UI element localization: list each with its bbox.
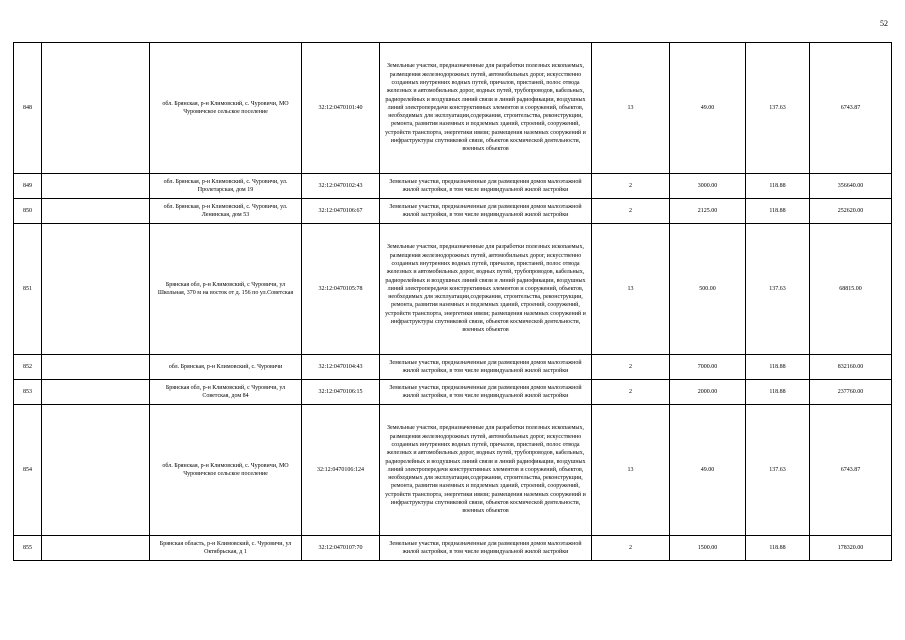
- land-use-cell: Земельные участки, предназначенные для размещения домов малоэтажной жилой застройки, в том числе индивидуальной жилой застройки: [380, 536, 592, 561]
- use-group-cell: 13: [592, 43, 670, 174]
- blank-cell: [42, 224, 150, 355]
- rate-cell: 118.88: [746, 355, 810, 380]
- address-cell: Брянская область, р-н Климовский, с. Чуровичи, ул Октябрьская, д 1: [150, 536, 302, 561]
- cadastral-number-cell: 32:12:0470106:124: [302, 405, 380, 536]
- cadastral-number-cell: 32:12:0470107:70: [302, 536, 380, 561]
- rate-cell: 118.88: [746, 174, 810, 199]
- rate-cell: 118.88: [746, 536, 810, 561]
- table-row: [14, 536, 892, 561]
- use-group-cell: 13: [592, 405, 670, 536]
- area-cell: 2125.00: [670, 199, 746, 224]
- land-use-cell: Земельные участки, предназначенные для разработки полезных ископаемых, размещения железнодорожных путей, автомобильных дорог, искусственно созданных внутренних водных путей, причалов, пристаней, полос отвода железных и автомобильных дорог, водных путей, трубопроводов, кабельных, радиорелейных и воздушных линий связи и линий радиофикации, воздушных линий электропередачи конструктивных элементов и сооружений, объектов, необходимых для эксплуатации,содержания, строительства, реконструкции, ремонта, развития наземных и подземных зданий, строений, сооружений, устройств транспорта, энергетики ивязи; размещения наземных сооружений и инфраструктуры спутниковой связи, объектов космической деятельности, военных объектов: [380, 224, 592, 355]
- cadastral-value-cell: 252620.00: [810, 199, 892, 224]
- table-row: [14, 405, 892, 536]
- rate-cell: 137.63: [746, 224, 810, 355]
- area-cell: 2000.00: [670, 380, 746, 405]
- rate-cell: 137.63: [746, 43, 810, 174]
- blank-cell: [42, 536, 150, 561]
- use-group-cell: 13: [592, 224, 670, 355]
- area-cell: 3000.00: [670, 174, 746, 199]
- land-use-cell: Земельные участки, предназначенные для размещения домов малоэтажной жилой застройки, в том числе индивидуальной жилой застройки: [380, 174, 592, 199]
- cadastral-value-cell: 178320.00: [810, 536, 892, 561]
- land-use-cell: Земельные участки, предназначенные для размещения домов малоэтажной жилой застройки, в том числе индивидуальной жилой застройки: [380, 355, 592, 380]
- address-cell: обл. Брянская, р-н Климовский, с. Чуровичи, МО Чуровичское сельское поселение: [150, 405, 302, 536]
- use-group-cell: 2: [592, 174, 670, 199]
- cadastral-number-cell: 32:12:0470102:43: [302, 174, 380, 199]
- area-cell: 500.00: [670, 224, 746, 355]
- page-number: 52: [880, 19, 888, 28]
- row-number: 850: [14, 199, 42, 224]
- cadastral-number-cell: 32:12:0470105:78: [302, 224, 380, 355]
- row-number: 855: [14, 536, 42, 561]
- table-row: [14, 174, 892, 199]
- land-use-cell: Земельные участки, предназначенные для размещения домов малоэтажной жилой застройки, в том числе индивидуальной жилой застройки: [380, 380, 592, 405]
- table-row: [14, 43, 892, 174]
- address-cell: Брянская обл, р-н Климовский, с Чуровичи, ул Советская, дом 84: [150, 380, 302, 405]
- table-row: [14, 380, 892, 405]
- cadastral-value-cell: 68815.00: [810, 224, 892, 355]
- address-cell: обл. Брянская, р-н Климовский, с. Чуровичи, ул. Ленинская, дом 53: [150, 199, 302, 224]
- use-group-cell: 2: [592, 355, 670, 380]
- use-group-cell: 2: [592, 536, 670, 561]
- area-cell: 49.00: [670, 43, 746, 174]
- row-number: 853: [14, 380, 42, 405]
- land-registry-table: [13, 42, 892, 561]
- row-number: 852: [14, 355, 42, 380]
- cadastral-number-cell: 32:12:0470104:43: [302, 355, 380, 380]
- address-cell: обл. Брянская, р-н Климовский, с. Чуровичи, МО Чуровичское сельское поселение: [150, 43, 302, 174]
- table-row: [14, 224, 892, 355]
- blank-cell: [42, 199, 150, 224]
- table-row: [14, 355, 892, 380]
- row-number: 854: [14, 405, 42, 536]
- rate-cell: 118.88: [746, 380, 810, 405]
- address-cell: Брянская обл, р-н Климовский, с Чуровичи, ул Школьная, 370 м на восток от д. 156 по ул.Советская: [150, 224, 302, 355]
- row-number: 848: [14, 43, 42, 174]
- row-number: 851: [14, 224, 42, 355]
- cadastral-value-cell: 237760.00: [810, 380, 892, 405]
- cadastral-number-cell: 32:12:0470106:67: [302, 199, 380, 224]
- address-cell: обл. Брянская, р-н Климовский, с. Чуровичи, ул. Пролетарская, дом 19: [150, 174, 302, 199]
- use-group-cell: 2: [592, 199, 670, 224]
- area-cell: 49.00: [670, 405, 746, 536]
- rate-cell: 118.88: [746, 199, 810, 224]
- use-group-cell: 2: [592, 380, 670, 405]
- blank-cell: [42, 380, 150, 405]
- cadastral-number-cell: 32:12:0470101:40: [302, 43, 380, 174]
- blank-cell: [42, 43, 150, 174]
- table-row: [14, 199, 892, 224]
- cadastral-value-cell: 6743.87: [810, 405, 892, 536]
- area-cell: 7000.00: [670, 355, 746, 380]
- cadastral-value-cell: 6743.87: [810, 43, 892, 174]
- address-cell: обл. Брянская, р-н Климовский, с. Чуровичи: [150, 355, 302, 380]
- land-use-cell: Земельные участки, предназначенные для разработки полезных ископаемых, размещения железнодорожных путей, автомобильных дорог, искусственно созданных внутренних водных путей, причалов, пристаней, полос отвода железных и автомобильных дорог, водных путей, трубопроводов, кабельных, радиорелейных и воздушных линий связи и линий радиофикации, воздушных линий электропередачи конструктивных элементов и сооружений, объектов, необходимых для эксплуатации,содержания, строительства, реконструкции, ремонта, развития наземных и подземных зданий, строений, сооружений, устройств транспорта, энергетики ивязи; размещения наземных сооружений и инфраструктуры спутниковой связи, объектов космической деятельности, военных объектов: [380, 405, 592, 536]
- blank-cell: [42, 405, 150, 536]
- cadastral-value-cell: 356640.00: [810, 174, 892, 199]
- row-number: 849: [14, 174, 42, 199]
- cadastral-number-cell: 32:12:0470106:15: [302, 380, 380, 405]
- rate-cell: 137.63: [746, 405, 810, 536]
- blank-cell: [42, 355, 150, 380]
- cadastral-value-cell: 832160.00: [810, 355, 892, 380]
- land-use-cell: Земельные участки, предназначенные для разработки полезных ископаемых, размещения железнодорожных путей, автомобильных дорог, искусственно созданных внутренних водных путей, причалов, пристаней, полос отвода железных и автомобильных дорог, водных путей, трубопроводов, кабельных, радиорелейных и воздушных линий связи и линий радиофикации, воздушных линий электропередачи конструктивных элементов и сооружений, объектов, необходимых для эксплуатации,содержания, строительства, реконструкции, ремонта, развития наземных и подземных зданий, строений, сооружений, устройств транспорта, энергетики ивязи; размещения наземных сооружений и инфраструктуры спутниковой связи, объектов космической деятельности, военных объектов: [380, 43, 592, 174]
- area-cell: 1500.00: [670, 536, 746, 561]
- blank-cell: [42, 174, 150, 199]
- land-use-cell: Земельные участки, предназначенные для размещения домов малоэтажной жилой застройки, в том числе индивидуальной жилой застройки: [380, 199, 592, 224]
